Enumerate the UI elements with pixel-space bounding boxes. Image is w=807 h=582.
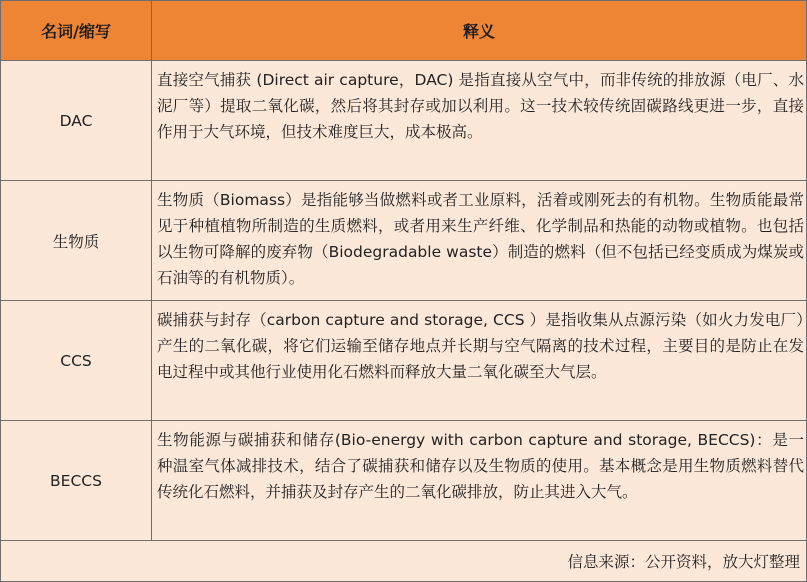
term-cell: DAC [1,61,152,181]
header-term: 名词/缩写 [1,1,152,61]
term-cell: CCS [1,301,152,421]
definition-cell: 直接空气捕获 (Direct air capture，DAC) 是指直接从空气中，而非传统的排放源（电厂、水泥厂等）提取二氧化碳，然后将其封存或加以利用。这一技术较传统固碳路线更进一步，直接作用于大气环境，但技术难度巨大，成本极高。 [152,61,807,181]
definition-cell: 生物质（Biomass）是指能够当做燃料或者工业原料，活着或刚死去的有机物。生物质能最常见于种植植物所制造的生质燃料，或者用来生产纤维、化学制品和热能的动物或植物。也包括以生物可降解的废弃物（Biodegradable waste）制造的燃料（但不包括已经变质成为煤炭或石油等的有机物质）。 [152,181,807,301]
header-definition: 释义 [152,1,807,61]
header-row [1,1,807,61]
table-row [1,301,807,421]
table-row [1,181,807,301]
source-note: 信息来源：公开资料，放大灯整理 [1,541,807,582]
definition-cell: 碳捕获与封存（carbon capture and storage, CCS ）是指收集从点源污染（如火力发电厂）产生的二氧化碳，将它们运输至储存地点并长期与空气隔离的技术过程，主要目的是防止在发电过程中或其他行业使用化石燃料而释放大量二氧化碳至大气层。 [152,301,807,421]
table-row [1,421,807,541]
definition-cell: 生物能源与碳捕获和储存(Bio-energy with carbon capture and storage, BECCS)：是一种温室气体减排技术，结合了碳捕获和储存以及生物质的使用。基本概念是用生物质燃料替代传统化石燃料，并捕获及封存产生的二氧化碳排放，防止其进入大气。 [152,421,807,541]
term-cell: 生物质 [1,181,152,301]
table-row [1,61,807,181]
term-cell: BECCS [1,421,152,541]
source-row [1,541,807,582]
